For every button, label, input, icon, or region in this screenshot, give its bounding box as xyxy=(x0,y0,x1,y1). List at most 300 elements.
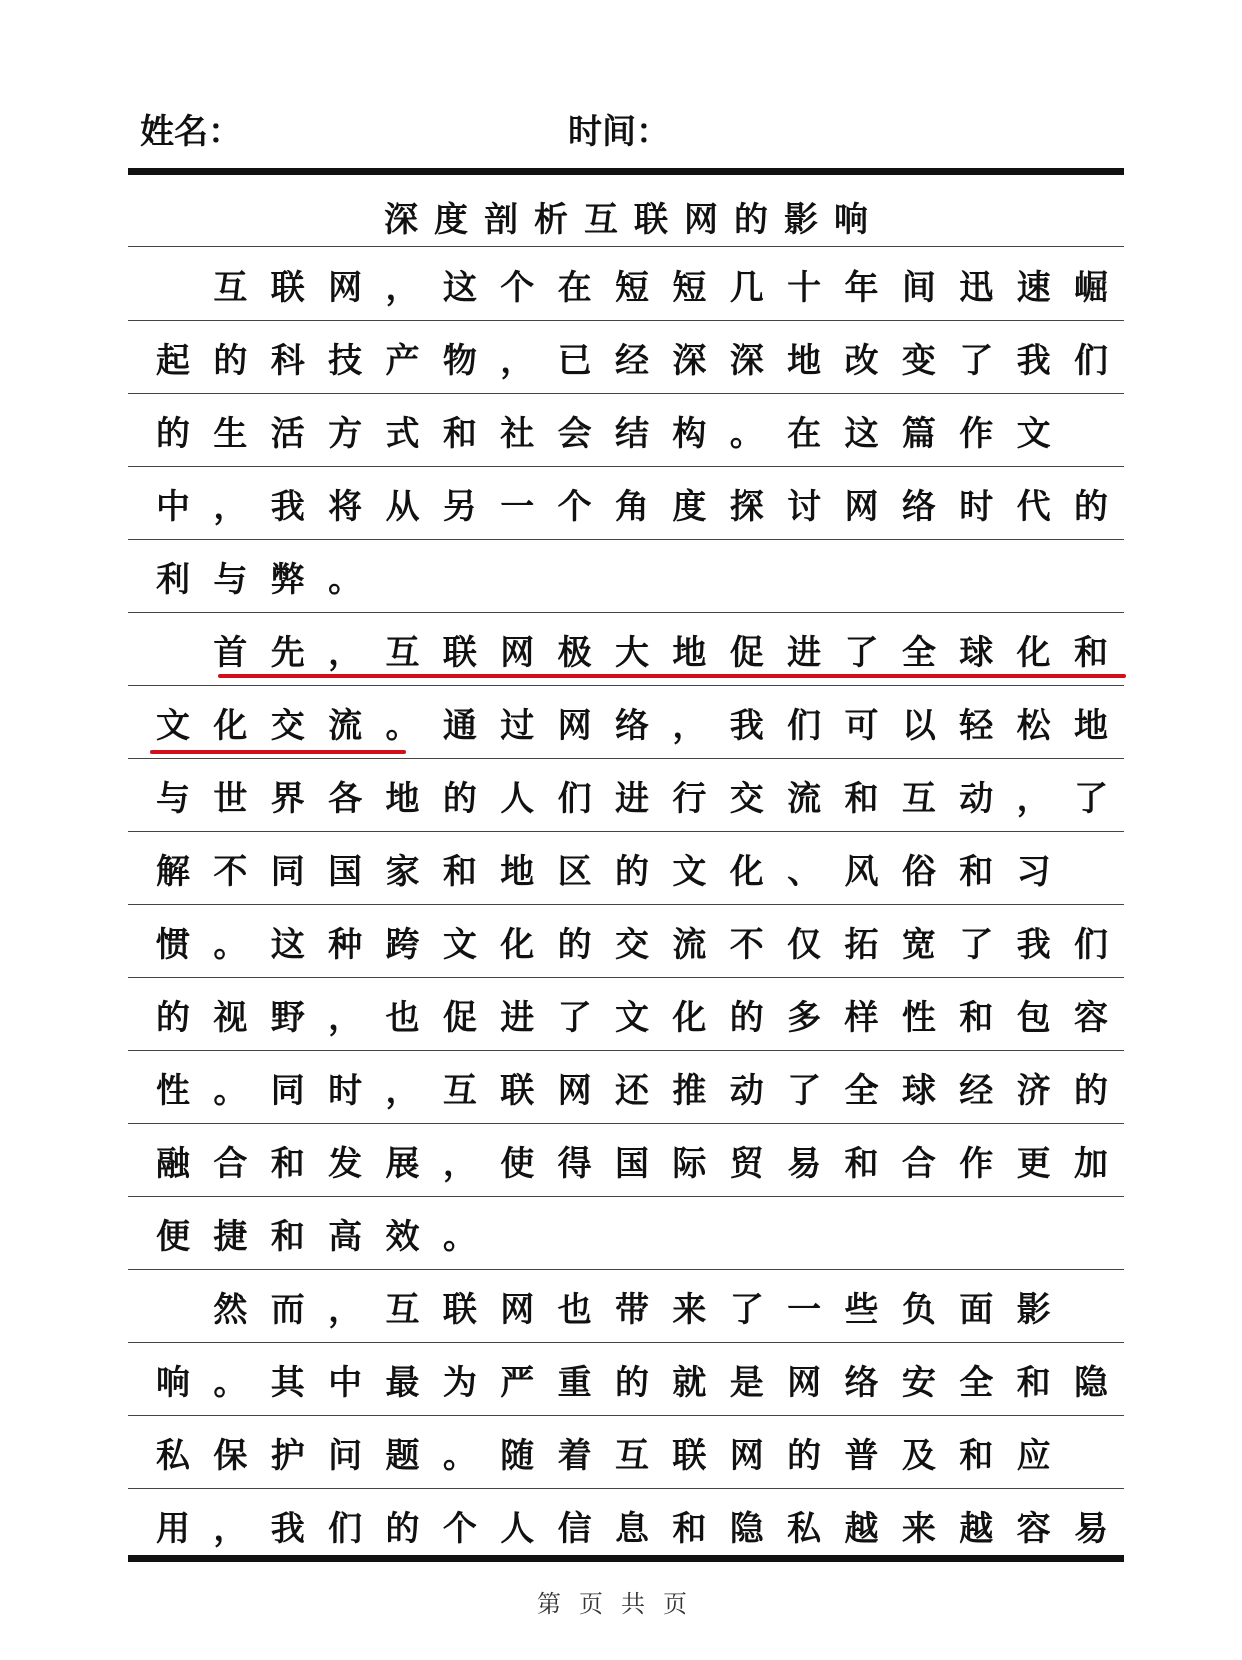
essay-char: 互 xyxy=(901,778,936,819)
essay-char: 络 xyxy=(615,705,649,746)
essay-char: 最 xyxy=(385,1362,420,1403)
essay-char: 国 xyxy=(615,1143,649,1184)
essay-char: 些 xyxy=(844,1289,879,1330)
essay-char: 风 xyxy=(844,851,879,892)
essay-char: 区 xyxy=(557,851,592,892)
essay-char: 来 xyxy=(672,1289,707,1330)
essay-char: 过 xyxy=(500,705,535,746)
essay-char: 信 xyxy=(557,1508,592,1549)
essay-char: 也 xyxy=(557,1289,592,1330)
essay-char: 这 xyxy=(844,413,879,454)
essay-char: 通 xyxy=(442,705,477,746)
line-rule xyxy=(128,1123,1124,1124)
essay-char: 和 xyxy=(959,851,994,892)
essay-char: 我 xyxy=(1016,924,1051,965)
essay-char: 和 xyxy=(1016,1362,1051,1403)
essay-char: 一 xyxy=(787,1289,822,1330)
line-rule xyxy=(128,320,1124,321)
essay-char: 已 xyxy=(557,340,592,381)
essay-char: 就 xyxy=(672,1362,707,1403)
essay-char: 全 xyxy=(901,632,936,673)
essay-char: 应 xyxy=(1016,1435,1051,1476)
essay-char: 联 xyxy=(672,1435,707,1476)
essay-char: 更 xyxy=(1016,1143,1051,1184)
essay-char: 私 xyxy=(156,1435,190,1476)
essay-char: 以 xyxy=(901,705,936,746)
essay-char: 的 xyxy=(729,997,764,1038)
essay-char: 这 xyxy=(442,267,477,308)
essay-char: ， xyxy=(328,1289,363,1330)
essay-char: 网 xyxy=(844,486,879,527)
essay-char: 性 xyxy=(901,997,936,1038)
line-rule xyxy=(128,1196,1124,1197)
essay-char: 保 xyxy=(213,1435,248,1476)
essay-char: 来 xyxy=(901,1508,936,1549)
essay-char: 隐 xyxy=(729,1508,764,1549)
essay-line xyxy=(152,1497,1112,1553)
essay-char: 影 xyxy=(1016,1289,1051,1330)
essay-char: 崛 xyxy=(1074,267,1108,308)
essay-char: 时 xyxy=(328,1070,363,1111)
essay-char: 面 xyxy=(959,1289,994,1330)
essay-char: 几 xyxy=(729,267,764,308)
essay-char: 宽 xyxy=(901,924,936,965)
essay-char: 们 xyxy=(787,705,822,746)
essay-char: 科 xyxy=(270,340,305,381)
essay-char: 交 xyxy=(729,778,764,819)
essay-char: 和 xyxy=(959,1435,994,1476)
essay-char: 惯 xyxy=(156,924,190,965)
essay-line xyxy=(152,1424,1112,1480)
essay-char: 讨 xyxy=(787,486,822,527)
essay-char: 用 xyxy=(156,1508,190,1549)
essay-char: 了 xyxy=(557,997,592,1038)
essay-char: 我 xyxy=(1016,340,1051,381)
essay-char: 捷 xyxy=(213,1216,248,1257)
essay-char: 探 xyxy=(729,486,764,527)
essay-char: 大 xyxy=(615,632,649,673)
line-rule xyxy=(128,1488,1124,1489)
essay-char: 的 xyxy=(615,851,649,892)
name-label: 姓名： xyxy=(140,112,242,152)
essay-char: 性 xyxy=(156,1070,190,1111)
essay-char: 深 xyxy=(672,340,707,381)
essay-char: 展 xyxy=(385,1143,420,1184)
essay-char: 和 xyxy=(959,997,994,1038)
essay-char: 了 xyxy=(844,632,879,673)
essay-char: 活 xyxy=(270,413,305,454)
essay-char: 我 xyxy=(270,486,305,527)
essay-char: 短 xyxy=(672,267,707,308)
essay-char: 从 xyxy=(385,486,420,527)
essay-char: 地 xyxy=(1074,705,1108,746)
essay-line xyxy=(152,329,1112,385)
essay-char: 拓 xyxy=(844,924,879,965)
essay-char: 方 xyxy=(328,413,363,454)
highlight-underline-2 xyxy=(150,750,406,754)
essay-char: 我 xyxy=(270,1508,305,1549)
essay-char: 随 xyxy=(500,1435,535,1476)
essay-char: 着 xyxy=(557,1435,592,1476)
essay-char: 代 xyxy=(1016,486,1051,527)
essay-char: 的 xyxy=(156,997,190,1038)
essay-char: 的 xyxy=(1074,486,1108,527)
essay-char: 的 xyxy=(557,924,592,965)
essay-char: 变 xyxy=(901,340,936,381)
essay-char: 的 xyxy=(787,1435,822,1476)
essay-char: ， xyxy=(213,486,248,527)
essay-char: 的 xyxy=(213,340,248,381)
essay-char: 习 xyxy=(1016,851,1051,892)
line-rule xyxy=(128,904,1124,905)
essay-char: 使 xyxy=(500,1143,535,1184)
essay-char: 其 xyxy=(270,1362,305,1403)
essay-char: 化 xyxy=(729,851,764,892)
essay-char: 不 xyxy=(729,924,764,965)
bottom-rule xyxy=(128,1555,1124,1562)
essay-char: 互 xyxy=(385,1289,420,1330)
line-rule xyxy=(128,612,1124,613)
essay-char: 一 xyxy=(500,486,535,527)
essay-char: 结 xyxy=(615,413,649,454)
essay-char: 样 xyxy=(844,997,879,1038)
essay-line xyxy=(152,1278,1112,1334)
essay-char: 容 xyxy=(1074,997,1108,1038)
line-rule xyxy=(128,1342,1124,1343)
essay-char: 融 xyxy=(156,1143,190,1184)
essay-char: 便 xyxy=(156,1216,190,1257)
essay-char: 角 xyxy=(615,486,649,527)
essay-char: 。 xyxy=(328,559,363,600)
essay-char: 济 xyxy=(1016,1070,1051,1111)
essay-char: 网 xyxy=(787,1362,822,1403)
essay-char: 互 xyxy=(213,267,248,308)
essay-char: 化 xyxy=(672,997,707,1038)
essay-char: 重 xyxy=(557,1362,592,1403)
essay-line xyxy=(152,548,1112,604)
essay-char: 题 xyxy=(385,1435,420,1476)
essay-char: 和 xyxy=(672,1508,707,1549)
title-rule xyxy=(128,246,1124,247)
essay-line xyxy=(152,1351,1112,1407)
essay-char: ， xyxy=(1016,778,1051,819)
essay-char: 动 xyxy=(729,1070,764,1111)
essay-char: 式 xyxy=(385,413,420,454)
essay-char: 网 xyxy=(557,1070,592,1111)
essay-line xyxy=(152,840,1112,896)
essay-char: 技 xyxy=(328,340,363,381)
essay-char: 息 xyxy=(615,1508,649,1549)
essay-char: 隐 xyxy=(1074,1362,1108,1403)
essay-char: 护 xyxy=(270,1435,305,1476)
essay-char: 化 xyxy=(1016,632,1051,673)
essay-char: 。 xyxy=(213,924,248,965)
essay-char: 产 xyxy=(385,340,420,381)
essay-char: 互 xyxy=(385,632,420,673)
essay-char: 文 xyxy=(1016,413,1051,454)
essay-char: 起 xyxy=(156,340,190,381)
essay-char: 易 xyxy=(787,1143,822,1184)
essay-char: 和 xyxy=(844,1143,879,1184)
essay-char: ， xyxy=(328,997,363,1038)
line-rule xyxy=(128,1050,1124,1051)
essay-char: 网 xyxy=(729,1435,764,1476)
essay-char: 包 xyxy=(1016,997,1051,1038)
essay-char: 及 xyxy=(901,1435,936,1476)
essay-char: 而 xyxy=(270,1289,305,1330)
essay-char: 首 xyxy=(213,632,248,673)
essay-char: 将 xyxy=(328,486,363,527)
essay-char: 网 xyxy=(328,267,363,308)
essay-char: 各 xyxy=(328,778,363,819)
essay-char: 们 xyxy=(1074,340,1108,381)
essay-char: 。 xyxy=(729,413,764,454)
page-footer: 第页共页 xyxy=(537,1590,705,1618)
essay-char: 与 xyxy=(156,778,190,819)
essay-line xyxy=(152,621,1112,677)
essay-char: 生 xyxy=(213,413,248,454)
essay-char: 推 xyxy=(672,1070,707,1111)
essay-char: 了 xyxy=(959,340,994,381)
essay-char: 会 xyxy=(557,413,592,454)
essay-char: 这 xyxy=(270,924,305,965)
essay-char: 社 xyxy=(500,413,535,454)
essay-char: 严 xyxy=(500,1362,535,1403)
header-rule xyxy=(128,168,1124,175)
essay-char: 地 xyxy=(385,778,420,819)
essay-char: 球 xyxy=(901,1070,936,1111)
essay-char: 了 xyxy=(1074,778,1108,819)
line-rule xyxy=(128,1415,1124,1416)
essay-char: 。 xyxy=(442,1216,477,1257)
essay-char: 物 xyxy=(442,340,477,381)
essay-char: 容 xyxy=(1016,1508,1051,1549)
essay-line xyxy=(152,402,1112,458)
paper-title: 深度剖析互联网的影响 xyxy=(384,200,884,240)
essay-char: 和 xyxy=(442,413,477,454)
essay-char: 高 xyxy=(328,1216,363,1257)
essay-char: 利 xyxy=(156,559,190,600)
essay-line xyxy=(152,767,1112,823)
essay-char: 文 xyxy=(442,924,477,965)
essay-char: 们 xyxy=(1074,924,1108,965)
essay-char: ， xyxy=(500,340,535,381)
essay-char: 。 xyxy=(213,1362,248,1403)
essay-char: 速 xyxy=(1016,267,1051,308)
essay-char: 全 xyxy=(844,1070,879,1111)
essay-char: 联 xyxy=(442,632,477,673)
essay-char: 化 xyxy=(213,705,248,746)
essay-char: 和 xyxy=(270,1143,305,1184)
essay-char: 效 xyxy=(385,1216,420,1257)
essay-char: 家 xyxy=(385,851,420,892)
essay-char: 松 xyxy=(1016,705,1051,746)
essay-char: 为 xyxy=(442,1362,477,1403)
essay-char: 与 xyxy=(213,559,248,600)
line-rule xyxy=(128,685,1124,686)
essay-char: 全 xyxy=(959,1362,994,1403)
essay-char: 互 xyxy=(442,1070,477,1111)
essay-char: 仅 xyxy=(787,924,822,965)
essay-char: 中 xyxy=(156,486,190,527)
essay-char: ， xyxy=(328,632,363,673)
essay-char: 和 xyxy=(270,1216,305,1257)
essay-char: 视 xyxy=(213,997,248,1038)
essay-char: 地 xyxy=(500,851,535,892)
essay-char: 经 xyxy=(615,340,649,381)
essay-char: 络 xyxy=(901,486,936,527)
essay-char: 年 xyxy=(844,267,879,308)
essay-char: 联 xyxy=(442,1289,477,1330)
essay-char: 是 xyxy=(729,1362,764,1403)
essay-char: 的 xyxy=(615,1362,649,1403)
essay-char: 的 xyxy=(385,1508,420,1549)
essay-char: 同 xyxy=(270,1070,305,1111)
essay-char: 弊 xyxy=(270,559,305,600)
line-rule xyxy=(128,758,1124,759)
essay-char: 交 xyxy=(270,705,305,746)
essay-char: 间 xyxy=(901,267,936,308)
essay-char: 网 xyxy=(557,705,592,746)
essay-char: 和 xyxy=(442,851,477,892)
essay-char: 在 xyxy=(557,267,592,308)
essay-char: 改 xyxy=(844,340,879,381)
essay-char: 际 xyxy=(672,1143,707,1184)
essay-char: 中 xyxy=(328,1362,363,1403)
line-rule xyxy=(128,1269,1124,1270)
essay-char: 同 xyxy=(270,851,305,892)
essay-char: 越 xyxy=(959,1508,994,1549)
essay-char: 促 xyxy=(442,997,477,1038)
time-label: 时间： xyxy=(568,112,670,152)
essay-char: 国 xyxy=(328,851,363,892)
essay-char: 不 xyxy=(213,851,248,892)
essay-char: 文 xyxy=(615,997,649,1038)
essay-char: 网 xyxy=(500,632,535,673)
essay-line xyxy=(152,694,1112,750)
essay-char: 流 xyxy=(787,778,822,819)
essay-char: 跨 xyxy=(385,924,420,965)
essay-char: 流 xyxy=(672,924,707,965)
essay-char: 迅 xyxy=(959,267,994,308)
essay-char: 化 xyxy=(500,924,535,965)
essay-line xyxy=(152,256,1112,312)
essay-char: 的 xyxy=(1074,1070,1108,1111)
highlight-underline-1 xyxy=(218,674,1126,678)
essay-char: ， xyxy=(213,1508,248,1549)
essay-char: 文 xyxy=(156,705,190,746)
essay-line xyxy=(152,475,1112,531)
essay-char: 另 xyxy=(442,486,477,527)
essay-char: 种 xyxy=(328,924,363,965)
essay-char: 问 xyxy=(328,1435,363,1476)
essay-char: 互 xyxy=(615,1435,649,1476)
essay-char: 极 xyxy=(557,632,592,673)
essay-char: 了 xyxy=(787,1070,822,1111)
essay-char: 发 xyxy=(328,1143,363,1184)
essay-char: 和 xyxy=(844,778,879,819)
essay-line xyxy=(152,1132,1112,1188)
essay-char: 行 xyxy=(672,778,707,819)
essay-char: 流 xyxy=(328,705,363,746)
essay-char: ， xyxy=(672,705,707,746)
essay-char: 然 xyxy=(213,1289,248,1330)
essay-char: 野 xyxy=(270,997,305,1038)
essay-char: 个 xyxy=(557,486,592,527)
essay-char: 交 xyxy=(615,924,649,965)
essay-char: 短 xyxy=(615,267,649,308)
line-rule xyxy=(128,539,1124,540)
essay-char: 促 xyxy=(729,632,764,673)
essay-char: 的 xyxy=(156,413,190,454)
essay-char: 作 xyxy=(959,413,994,454)
essay-char: 人 xyxy=(500,778,535,819)
essay-line xyxy=(152,986,1112,1042)
essay-char: 易 xyxy=(1074,1508,1108,1549)
line-rule xyxy=(128,831,1124,832)
essay-char: 球 xyxy=(959,632,994,673)
essay-char: 们 xyxy=(557,778,592,819)
essay-char: 的 xyxy=(442,778,477,819)
essay-line xyxy=(152,1059,1112,1115)
essay-char: 世 xyxy=(213,778,248,819)
essay-char: 普 xyxy=(844,1435,879,1476)
essay-line xyxy=(152,913,1112,969)
essay-char: 个 xyxy=(442,1508,477,1549)
essay-char: 解 xyxy=(156,851,190,892)
essay-char: 合 xyxy=(213,1143,248,1184)
essay-char: 加 xyxy=(1074,1143,1108,1184)
essay-char: 。 xyxy=(442,1435,477,1476)
essay-char: 文 xyxy=(672,851,707,892)
essay-char: 先 xyxy=(270,632,305,673)
essay-char: 度 xyxy=(672,486,707,527)
essay-char: 作 xyxy=(959,1143,994,1184)
essay-char: 们 xyxy=(328,1508,363,1549)
essay-char: 深 xyxy=(729,340,764,381)
essay-char: 联 xyxy=(500,1070,535,1111)
essay-char: 还 xyxy=(615,1070,649,1111)
essay-char: 十 xyxy=(787,267,822,308)
essay-char: 俗 xyxy=(901,851,936,892)
essay-char: 进 xyxy=(615,778,649,819)
essay-char: ， xyxy=(385,1070,420,1111)
essay-char: 。 xyxy=(385,705,420,746)
essay-char: 构 xyxy=(672,413,707,454)
essay-char: 贸 xyxy=(729,1143,764,1184)
essay-char: 界 xyxy=(270,778,305,819)
essay-char: 络 xyxy=(844,1362,879,1403)
essay-char: 也 xyxy=(385,997,420,1038)
essay-char: 带 xyxy=(615,1289,649,1330)
essay-char: 进 xyxy=(787,632,822,673)
essay-char: 地 xyxy=(787,340,822,381)
essay-char: 时 xyxy=(959,486,994,527)
essay-char: 越 xyxy=(844,1508,879,1549)
essay-char: 轻 xyxy=(959,705,994,746)
essay-char: 得 xyxy=(557,1143,592,1184)
essay-char: 联 xyxy=(270,267,305,308)
essay-char: 了 xyxy=(959,924,994,965)
essay-char: 安 xyxy=(901,1362,936,1403)
essay-char: 个 xyxy=(500,267,535,308)
essay-char: 、 xyxy=(787,851,822,892)
essay-char: 私 xyxy=(787,1508,822,1549)
line-rule xyxy=(128,393,1124,394)
essay-char: 合 xyxy=(901,1143,936,1184)
essay-char: 我 xyxy=(729,705,764,746)
essay-char: 和 xyxy=(1074,632,1108,673)
